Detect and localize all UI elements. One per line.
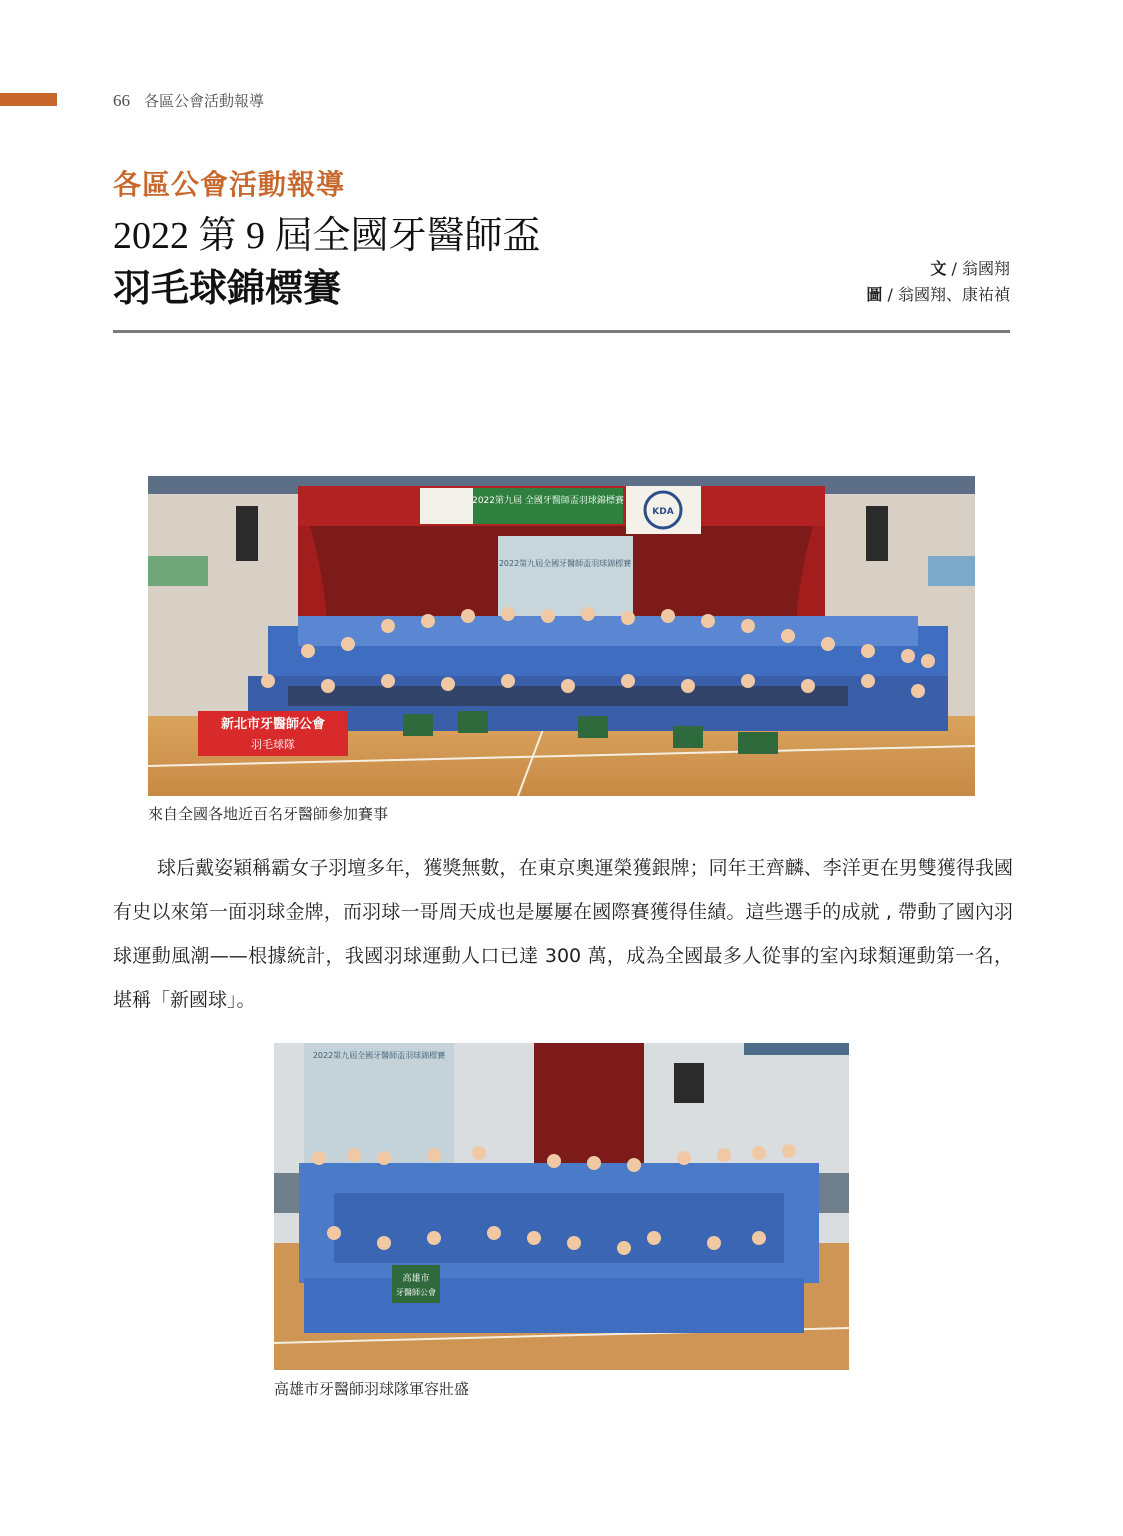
caption-photo-1: 來自全國各地近百名牙醫師參加賽事 bbox=[148, 805, 389, 823]
section-kicker: 各區公會活動報導 bbox=[113, 168, 346, 201]
running-section: 各區公會活動報導 bbox=[144, 92, 265, 110]
svg-text:新北市牙醫師公會: 新北市牙醫師公會 bbox=[220, 717, 326, 732]
caption-photo-2: 高雄市牙醫師羽球隊軍容壯盛 bbox=[274, 1380, 470, 1398]
svg-text:羽毛球隊: 羽毛球隊 bbox=[251, 738, 295, 751]
accent-bar bbox=[0, 93, 57, 106]
title-line-2: 羽毛球錦標賽 bbox=[113, 266, 342, 310]
running-head bbox=[113, 90, 264, 111]
event-banner-text: 2022第九屆 全國牙醫師盃羽球錦標賽 bbox=[472, 496, 624, 506]
kda-logo-text: KDA bbox=[652, 507, 674, 517]
crowd-back-row bbox=[268, 616, 948, 686]
svg-text:牙醫師公會: 牙醫師公會 bbox=[396, 1288, 436, 1297]
team-banner-new-taipei bbox=[198, 711, 348, 756]
credits bbox=[866, 256, 1010, 308]
text-credit: 文 / 翁國翔 bbox=[930, 259, 1010, 278]
group-photo-kaohsiung bbox=[274, 1043, 849, 1370]
title-line-1: 2022 第 9 屆全國牙醫師盃 bbox=[113, 215, 541, 257]
stage-screen-text: 2022第九屆全國牙醫師盃羽球錦標賽 bbox=[498, 559, 632, 568]
group-photo-national bbox=[148, 476, 975, 796]
photo-credit: 圖 / 翁國翔、康祐禎 bbox=[866, 285, 1010, 304]
page-number: 66 bbox=[113, 91, 130, 110]
team-sign-kaohsiung bbox=[392, 1265, 440, 1303]
title-rule bbox=[113, 330, 1010, 333]
screen-text: 2022第九屆全國牙醫師盃羽球錦標賽 bbox=[312, 1051, 446, 1060]
svg-text:高雄市: 高雄市 bbox=[402, 1274, 430, 1284]
article-title bbox=[113, 210, 541, 314]
body-paragraph: 球后戴姿穎稱霸女子羽壇多年，獲獎無數，在東京奧運榮獲銀牌；同年王齊麟、李洋更在男雙獲得我國有史以來第一面羽球金牌，而羽球一哥周天成也是屢屢在國際賽獲得佳績。這些選手的成就 , 帶動了國內羽球運動風潮——根據統計，我國羽球運動人口已達 300 萬，成為全國最多人從事的室內球類運動第一名，堪稱「新國球」。 bbox=[113, 857, 1013, 1011]
